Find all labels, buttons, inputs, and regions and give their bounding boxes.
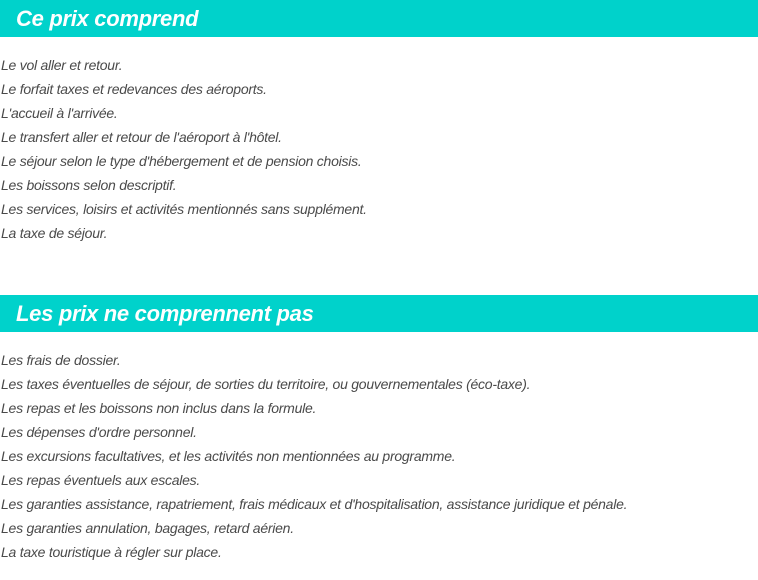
list-item: Les garanties assistance, rapatriement, frais médicaux et d'hospitalisation, assistance juridique et pénale. [1, 496, 628, 512]
list-item: Les excursions facultatives, et les activités non mentionnées au programme. [1, 448, 456, 464]
price-excludes-section [0, 295, 758, 564]
price-excludes-title: Les prix ne comprennent pas [16, 300, 314, 326]
price-excludes-header [0, 295, 758, 332]
list-item: Le transfert aller et retour de l'aéroport à l'hôtel. [1, 129, 282, 145]
list-item: Les repas et les boissons non inclus dans la formule. [1, 400, 317, 416]
list-item: Les repas éventuels aux escales. [1, 472, 201, 488]
list-item: Les frais de dossier. [1, 352, 121, 368]
list-item: Les boissons selon descriptif. [1, 177, 177, 193]
list-item: La taxe touristique à régler sur place. [1, 544, 222, 560]
list-item: Le séjour selon le type d'hébergement et de pension choisis. [1, 153, 362, 169]
price-includes-title: Ce prix comprend [16, 5, 199, 31]
list-item: Les garanties annulation, bagages, retard aérien. [1, 520, 294, 536]
list-item: La taxe de séjour. [1, 225, 108, 241]
list-item: Le forfait taxes et redevances des aéroports. [1, 81, 267, 97]
price-includes-header [0, 0, 758, 37]
list-item: Les dépenses d'ordre personnel. [1, 424, 197, 440]
list-item: Le vol aller et retour. [1, 57, 123, 73]
list-item: Les services, loisirs et activités mentionnés sans supplément. [1, 201, 367, 217]
price-excludes-list [0, 348, 758, 564]
price-includes-list [0, 53, 758, 245]
list-item: Les taxes éventuelles de séjour, de sorties du territoire, ou gouvernementales (éco-taxe). [1, 376, 531, 392]
price-includes-section [0, 0, 758, 245]
list-item: L'accueil à l'arrivée. [1, 105, 118, 121]
